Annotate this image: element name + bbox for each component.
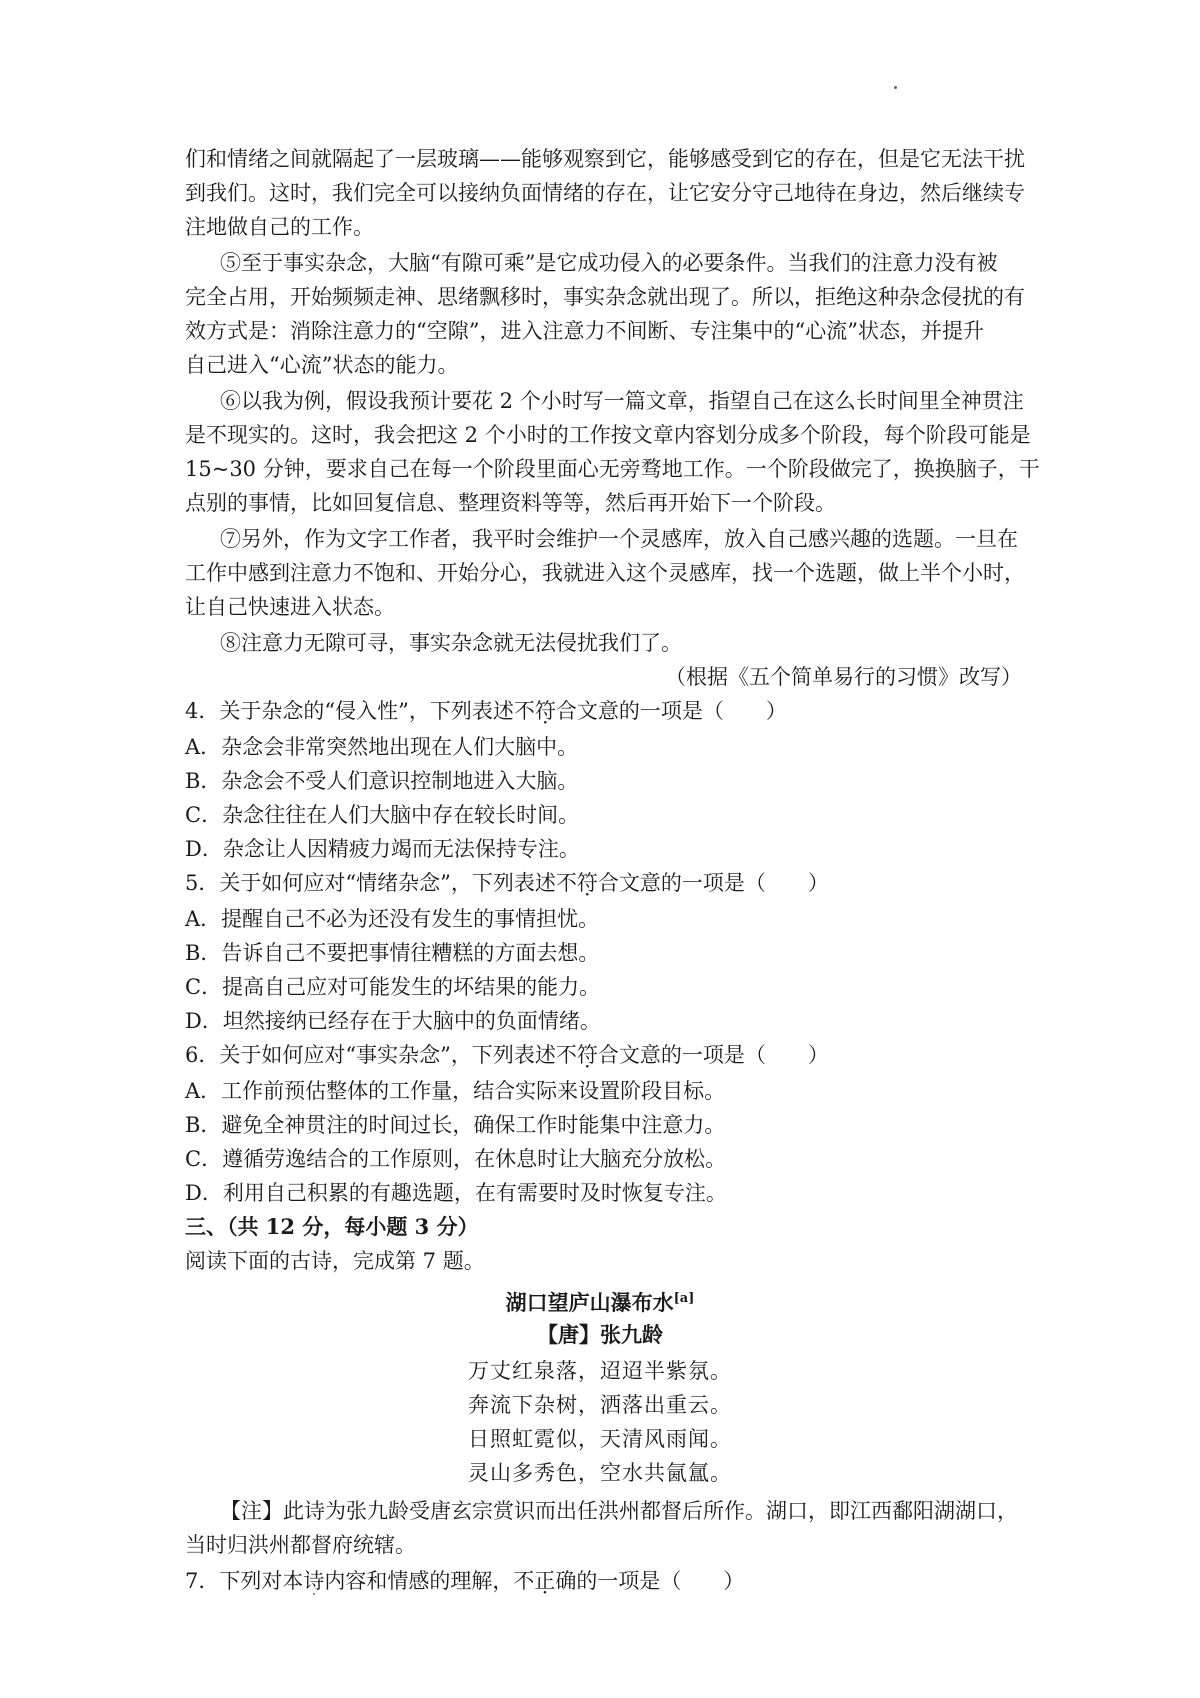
poem-line: 灵山多秀色，空水共氤氲。 (468, 1461, 732, 1485)
passage-line: 15~30 分钟，要求自己在每一个阶段里面心无旁骛地工作。一个阶段做完了，换换脑子，干 (185, 457, 1040, 481)
section-heading: 三、（共 12 分，每小题 3 分） (185, 1214, 479, 1239)
question-option[interactable]: A．提醒自己不必为还没有发生的事情担忧。 (185, 907, 600, 931)
passage-line: 注地做自己的工作。 (185, 215, 374, 239)
passage-line: 工作中感到注意力不饱和、开始分心，我就进入这个灵感库，找一个选题，做上半个小时， (185, 561, 1025, 585)
passage-line: 到我们。这时，我们完全可以接纳负面情绪的存在，让它安分守己地待在身边，然后继续专 (185, 181, 1025, 205)
passage-line: 让自己快速进入状态。 (185, 595, 395, 619)
question-option[interactable]: D．利用自己积累的有趣选题，在有需要时及时恢复专注。 (185, 1181, 727, 1205)
scan-speck (894, 86, 897, 89)
question-option[interactable]: B．杂念会不受人们意识控制地进入大脑。 (185, 769, 579, 793)
passage-source: （根据《五个简单易行的习惯》改写） (665, 665, 1022, 689)
question-stem: 4．关于杂念的“侵入性”，下列表述不符合文意的一项是（ ） (185, 699, 787, 723)
passage-line: 效方式是：消除注意力的“空隙”，进入注意力不间断、专注集中的“心流”状态，并提升 (185, 319, 984, 343)
poem-title: 湖口望庐山瀑布水[a] (505, 1290, 695, 1315)
emphasis-dotted: 不符合 (555, 871, 619, 895)
emphasis-dotted: 不符合 (555, 1043, 619, 1067)
question-option[interactable]: D．坦然接纳已经存在于大脑中的负面情绪。 (185, 1009, 601, 1033)
question-stem: 6．关于如何应对“事实杂念”，下列表述不符合文意的一项是（ ） (185, 1043, 829, 1067)
question-option[interactable]: B．避免全神贯注的时间过长，确保工作时能集中注意力。 (185, 1113, 726, 1137)
passage-line: 自己进入“心流”状态的能力。 (185, 353, 459, 377)
passage-line: 们和情绪之间就隔起了一层玻璃——能够观察到它，能够感受到它的存在，但是它无法干扰 (185, 147, 1025, 171)
emphasis-dotted: 不符合 (513, 699, 577, 723)
emphasis-dotted: 不正确 (513, 1569, 577, 1593)
poem-annotation: 【注】此诗为张九龄受唐玄宗赏识而出任洪州都督后所作。湖口，即江西鄱阳湖湖口， (220, 1499, 1018, 1523)
passage-line: 完全占用，开始频频走神、思绪飘移时，事实杂念就出现了。所以，拒绝这种杂念侵扰的有 (185, 285, 1025, 309)
question-option[interactable]: C．遵循劳逸结合的工作原则，在休息时让大脑充分放松。 (185, 1147, 727, 1171)
passage-line: ⑦另外，作为文字工作者，我平时会维护一个灵感库，放入自己感兴趣的选题。一旦在 (220, 527, 1018, 551)
passage-line: ⑧注意力无隙可寻，事实杂念就无法侵扰我们了。 (220, 631, 682, 655)
passage-line: ⑤至于事实杂念，大脑“有隙可乘”是它成功侵入的必要条件。当我们的注意力没有被 (220, 251, 998, 275)
passage-line: ⑥以我为例，假设我预计要花 2 个小时写一篇文章，指望自己在这么长时间里全神贯注 (220, 389, 1024, 413)
poem-line: 万丈红泉落，迢迢半紫氛。 (468, 1359, 732, 1383)
poem-line: 日照虹霓似，天清风雨闻。 (468, 1427, 732, 1451)
footnote-marker: [a] (673, 1291, 695, 1306)
question-option[interactable]: A．杂念会非常突然地出现在人们大脑中。 (185, 735, 579, 759)
section-instruction: 阅读下面的古诗，完成第 7 题。 (185, 1249, 485, 1273)
poem-line: 奔流下杂树，洒落出重云。 (468, 1393, 732, 1417)
poem-author: 【唐】张九龄 (537, 1322, 663, 1347)
question-option[interactable]: B．告诉自己不要把事情往糟糕的方面去想。 (185, 941, 600, 965)
passage-line: 是不现实的。这时，我会把这 2 个小时的工作按文章内容划分成多个阶段，每个阶段可能是 (185, 423, 1031, 447)
question-stem: 7．下列对本诗内容和情感的理解，不正确的一项是（ ） (185, 1569, 745, 1593)
question-stem: 5．关于如何应对“情绪杂念”，下列表述不符合文意的一项是（ ） (185, 871, 829, 895)
passage-line: 点别的事情，比如回复信息、整理资料等等，然后再开始下一个阶段。 (185, 491, 836, 515)
poem-annotation: 当时归洪州都督府统辖。 (185, 1533, 416, 1557)
question-option[interactable]: C．提高自己应对可能发生的坏结果的能力。 (185, 975, 601, 999)
question-option[interactable]: A．工作前预估整体的工作量，结合实际来设置阶段目标。 (185, 1079, 726, 1103)
question-option[interactable]: C．杂念往往在人们大脑中存在较长时间。 (185, 803, 580, 827)
question-option[interactable]: D．杂念让人因精疲力竭而无法保持专注。 (185, 837, 580, 861)
